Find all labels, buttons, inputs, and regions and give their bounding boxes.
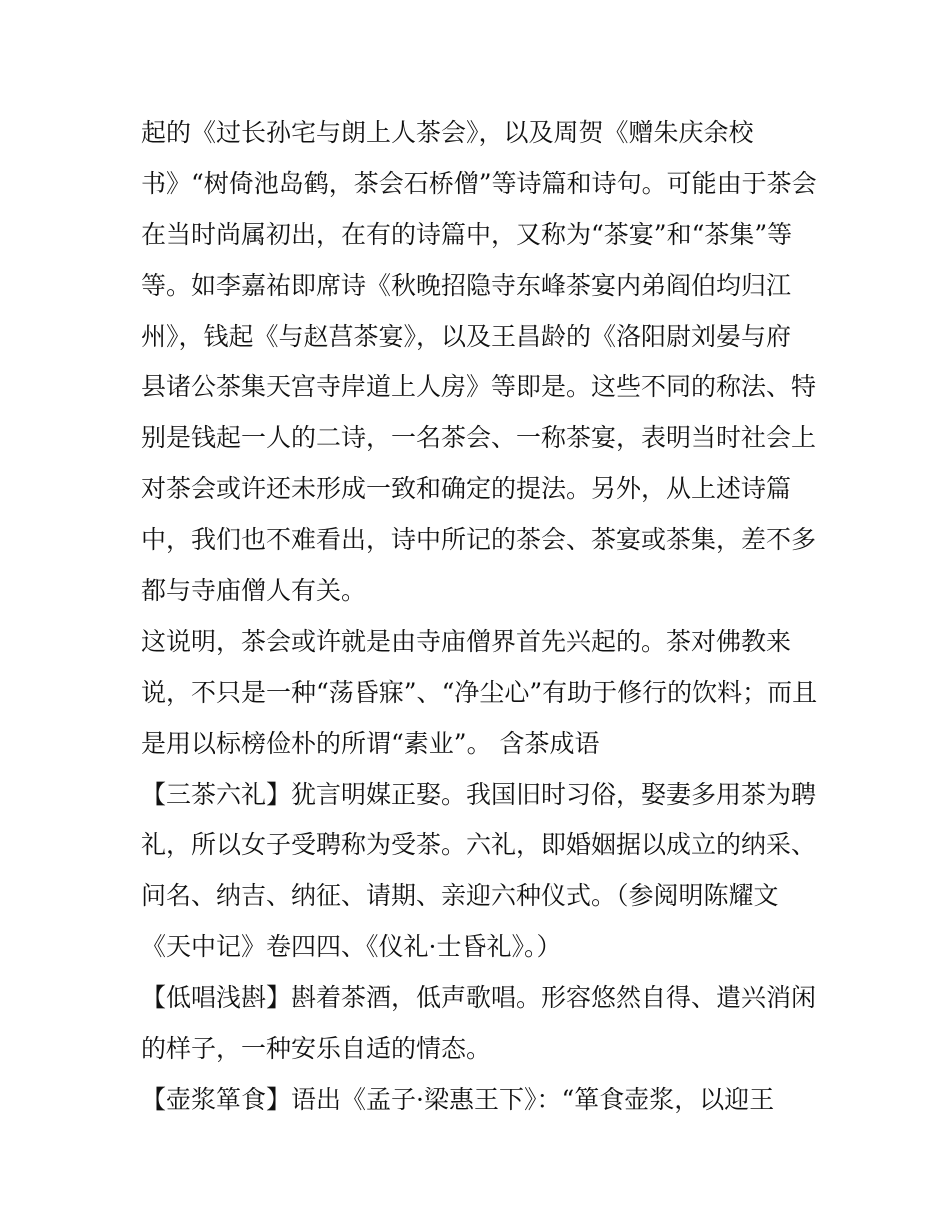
text-line: 中，我们也不难看出，诗中所记的茶会、茶宴或茶集，差不多 (141, 525, 817, 555)
text-line: 说，不只是一种“荡昏寐”、“净尘心”有助于修行的饮料；而且 (141, 677, 818, 707)
body-text (141, 108, 818, 1126)
text-line: 【低唱浅斟】斟着茶酒，低声歌唱。形容悠然自得、遣兴消闲 (141, 983, 817, 1013)
text-line: 【壶浆箪食】语出《孟子·梁惠王下》：“箪食壶浆，以迎王 (141, 1084, 775, 1114)
text-line: 礼，所以女子受聘称为受茶。六礼，即婚姻据以成立的纳采、 (141, 830, 817, 860)
text-line: 问名、纳吉、纳征、请期、亲迎六种仪式。（参阅明陈耀文 (141, 881, 779, 911)
text-line: 在当时尚属初出，在有的诗篇中，又称为“茶宴”和“茶集”等 (141, 219, 793, 249)
text-line: 对茶会或许还未形成一致和确定的提法。另外，从上述诗篇 (141, 474, 792, 504)
text-line: 是用以标榜俭朴的所谓“素业”。 含茶成语 (141, 728, 600, 758)
text-line: 书》“树倚池岛鹤，茶会石桥僧”等诗篇和诗句。可能由于茶会 (141, 168, 817, 198)
text-line: 【三茶六礼】犹言明媒正娶。我国旧时习俗，娶妻多用茶为聘 (141, 779, 817, 809)
text-line: 都与寺庙僧人有关。 (141, 576, 367, 606)
text-line: 别是钱起一人的二诗，一名茶会、一称茶宴，表明当时社会上 (141, 423, 817, 453)
text-line: 县诸公茶集天宫寺岸道上人房》等即是。这些不同的称法、特 (141, 372, 817, 402)
text-line: 州》，钱起《与赵莒茶宴》，以及王昌龄的《洛阳尉刘晏与府 (141, 321, 792, 351)
text-line: 这说明，茶会或许就是由寺庙僧界首先兴起的。茶对佛教来 (141, 626, 792, 656)
text-line: 起的《过长孙宅与朗上人茶会》，以及周贺《赠朱庆余校 (141, 118, 754, 147)
text-line: 《天中记》卷四四、《仪礼·士昏礼》。） (141, 932, 562, 962)
text-line: 等。如李嘉祐即席诗《秋晚招隐寺东峰茶宴内弟阎伯均归江 (141, 270, 792, 300)
text-line: 的样子，一种安乐自适的情态。 (141, 1034, 492, 1064)
